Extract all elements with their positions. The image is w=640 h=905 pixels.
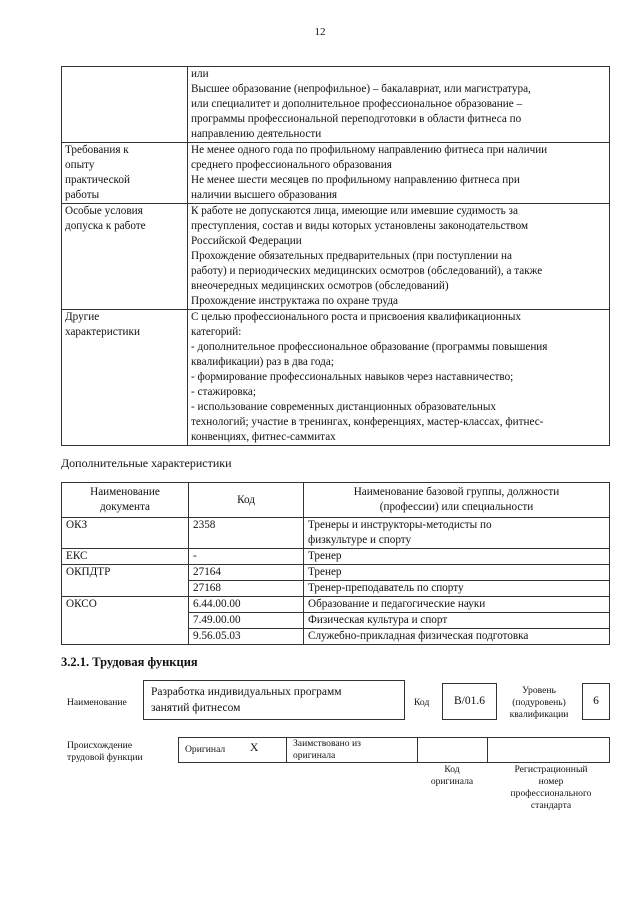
- name-cell: Тренер: [304, 549, 610, 565]
- code-cell: 27164: [189, 565, 304, 581]
- name-cell: Образование и педагогические науки: [304, 597, 610, 613]
- document-cell: ОКСО: [62, 597, 189, 613]
- additional-characteristics-title: Дополнительные характеристики: [61, 456, 232, 470]
- document-cell: ОКПДТР: [62, 565, 189, 581]
- code-label: Код: [414, 697, 430, 708]
- table-row: [62, 613, 610, 629]
- requirement-text: С целью профессионального роста и присвоения квалификационных категорий: - дополнительное профессиональное образование (программы повышения квалификации) раз в два года; - формирование профессиональных навыков через наставничество; - стажировка; - использование современных дистанционных образовательных технологий; участие в тренингах, конференциях, мастер-классах, фитнес- конвенциях, фитнес-саммитах: [188, 310, 610, 446]
- origin-table: [178, 737, 610, 763]
- name-cell: Тренер: [304, 565, 610, 581]
- labor-function-title: 3.2.1. Трудовая функция: [61, 655, 198, 669]
- code-cell: 7.49.00.00: [189, 613, 304, 629]
- function-name-box: [143, 680, 405, 720]
- requirements-table: [61, 66, 610, 446]
- table-row: [62, 549, 610, 565]
- requirement-text: Не менее одного года по профильному направлению фитнеса при наличии среднего профессионального образования Не менее шести месяцев по профильному направлению фитнеса при наличии высшего образования: [188, 143, 610, 204]
- document-cell: [62, 613, 189, 629]
- original-mark: X: [250, 742, 259, 754]
- table-row: [62, 581, 610, 597]
- function-code-box: B/01.6: [442, 683, 497, 720]
- header-document: Наименование документа: [62, 483, 189, 518]
- document-cell: ЕКС: [62, 549, 189, 565]
- requirements-row: [62, 143, 610, 204]
- name-cell: Физическая культура и спорт: [304, 613, 610, 629]
- qualification-level-box: 6: [582, 683, 610, 720]
- code-cell: 6.44.00.00: [189, 597, 304, 613]
- name-cell: Служебно-прикладная физическая подготовка: [304, 629, 610, 645]
- requirement-label: Особые условия допуска к работе: [62, 204, 188, 310]
- document-cell: [62, 629, 189, 645]
- requirements-row: [62, 310, 610, 446]
- table-row: [62, 565, 610, 581]
- requirement-label: Требования к опыту практической работы: [62, 143, 188, 204]
- header-name: Наименование базовой группы, должности (профессии) или специальности: [304, 483, 610, 518]
- additional-characteristics-table: [61, 482, 610, 645]
- function-name-line: Разработка индивидуальных программ: [151, 686, 342, 698]
- name-cell: Тренер-преподаватель по спорту: [304, 581, 610, 597]
- function-name-line: занятий фитнесом: [151, 702, 241, 714]
- table-row: [62, 629, 610, 645]
- registration-number-label: Регистрационный номер профессионального стандарта: [510, 764, 592, 811]
- name-label: Наименование: [67, 697, 127, 708]
- requirement-text: или Высшее образование (непрофильное) – бакалавриат, или магистратура, или специалитет и дополнительное профессиональное образование – программы профессиональной переподготовки в области фитнеса по направлению деятельности: [188, 67, 610, 143]
- table-row: [62, 597, 610, 613]
- header-code: Код: [189, 483, 304, 518]
- code-cell: -: [189, 549, 304, 565]
- requirement-label: [62, 67, 188, 143]
- requirement-text: К работе не допускаются лица, имеющие или имевшие судимость за преступления, состав и виды которых установлены законодательством Российской Федерации Прохождение обязательных предварительных (при поступлении на работу) и периодических медицинских осмотров (обследований), а также внеочередных медицинских осмотров (обследований) Прохождение инструктажа по охране труда: [188, 204, 610, 310]
- code-cell: 9.56.05.03: [189, 629, 304, 645]
- requirements-row: [62, 204, 610, 310]
- level-label: Уровень (подуровень) квалификации: [509, 685, 569, 720]
- original-label: Оригинал: [185, 744, 226, 755]
- table-row: [62, 518, 610, 549]
- origin-label: Происхождение трудовой функции: [67, 740, 143, 763]
- code-cell: 2358: [189, 518, 304, 549]
- document-cell: [62, 581, 189, 597]
- borrowed-label: Заимствовано из оригинала: [293, 738, 361, 761]
- requirements-row: [62, 67, 610, 143]
- name-cell: Тренеры и инструкторы-методисты по физкультуре и спорту: [304, 518, 610, 549]
- table-header-row: [62, 483, 610, 518]
- requirement-label: Другие характеристики: [62, 310, 188, 446]
- original-code-label: Код оригинала: [430, 764, 474, 787]
- code-cell: 27168: [189, 581, 304, 597]
- page-number: 12: [314, 26, 326, 38]
- document-cell: ОКЗ: [62, 518, 189, 549]
